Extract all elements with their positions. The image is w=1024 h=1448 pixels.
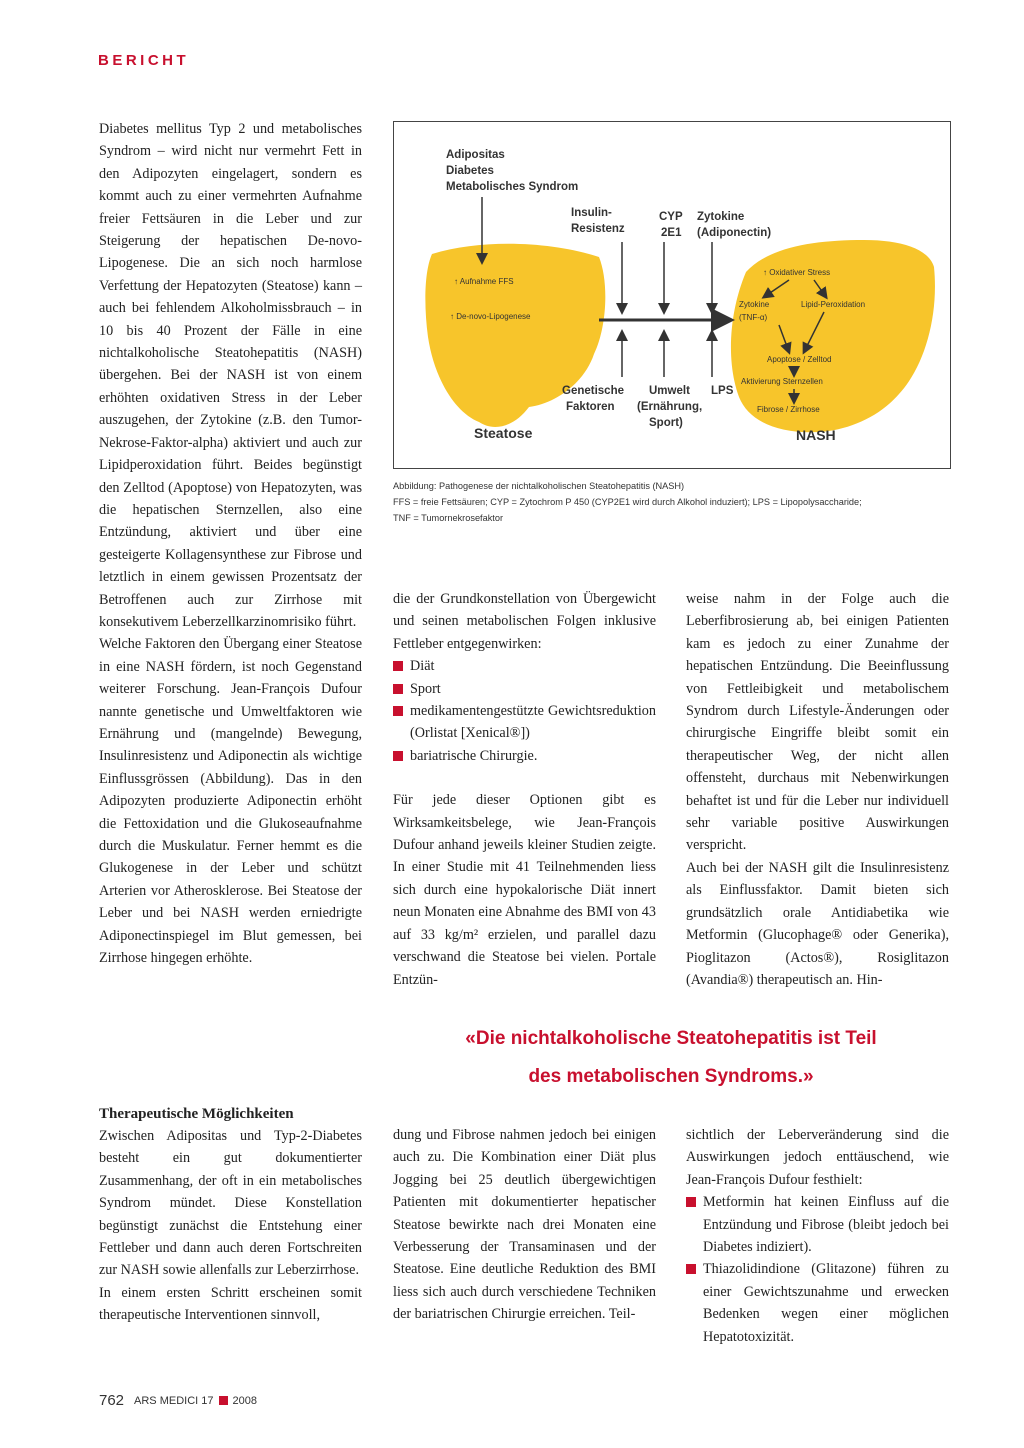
figure-label: Diabetes [446, 165, 494, 177]
column-1-bottom [99, 1103, 362, 1327]
column-3-top [686, 588, 949, 991]
list-item: Sport [393, 678, 656, 700]
column-1-top [99, 118, 362, 969]
figure-label: (TNF-α) [739, 313, 768, 322]
figure-label: Lipid-Peroxidation [801, 300, 866, 309]
figure-label: CYP [659, 211, 683, 223]
column-3-bottom [686, 1124, 949, 1348]
page-number: 762 [99, 1392, 125, 1409]
figure-label: Insulin- [571, 207, 612, 219]
quote-line: «Die nichtalkoholische Steatohepatitis ist Teil [465, 1028, 877, 1049]
paragraph: Welche Faktoren den Übergang einer Steatose in eine NASH fördern, ist noch Gegenstand weiterer Forschung. Jean-François Dufour nannte genetische und Umweltfaktoren wie Ernährung und (mangelnde) Bewegung, Insulinresistenz und Adiponectin als wichtige Einflussgrössen (Abbildung). Das in den Adipozyten produzierte Adiponectin erhöht die Fettoxidation und die Glukoseaufnahme durch die Muskulatur. Ferner hemmt es die Glukogenese in der Leber und schützt Arterien vor Atherosklerose. Bei Steatose der Leber und bei NASH werden erniedrigte Adiponectinspiegel im Blut gemessen, bei Zirrhose hingegen erhöhte. [99, 636, 362, 967]
caption-line: TNF = Tumornekrosefaktor [393, 513, 504, 523]
section-heading: Therapeutische Möglichkeiten [99, 1106, 294, 1122]
paragraph: dung und Fibrose nahmen jedoch bei einigen auch zu. Die Kombination einer Diät plus Jogging bei 25 deutlich übergewichtigen Patienten mit dokumentierter hepatischer Steatose bewirkte nach drei Monaten eine Verbesserung der Transaminasen und der Steatose. Eine deutliche Reduktion des BMI liess sich auch durch verschiedene Techniken der bariatrischen Chirurgie erreichen. Teil- [393, 1127, 656, 1323]
paragraph: Zwischen Adipositas und Typ-2-Diabetes besteht ein gut dokumentierter Zusammenhang, der oft in ein metabolisches Syndrom mündet. Diese Konstellation begünstigt zunächst die Entstehung einer Fettleber und dann auch deren Fortschreiten zur NASH sowie allenfalls zur Leberzirrhose. [99, 1128, 362, 1279]
figure-label: Genetische [562, 385, 624, 397]
figure-label: 2E1 [661, 227, 682, 239]
bullet-square-icon [393, 751, 403, 761]
figure-label: ↑ Oxidativer Stress [763, 268, 831, 277]
paragraph: sichtlich der Leberveränderung sind die Auswirkungen jedoch enttäuschend, wie Jean-François Dufour festhielt: [686, 1127, 949, 1188]
paragraph: weise nahm in der Folge auch die Leberfibrosierung ab, bei einigen Patienten kam es jedoch zu einer Zunahme der hepatischen Entzündung. Die Beeinflussung von Fettleibigkeit und metabolischem Syndrom durch Lifestyle-Änderungen oder chirurgische Eingriffe bleibt somit ein therapeutischer Weg, der nicht allen offensteht, durchaus mit Nebenwirkungen behaftet ist und für die Leber nur individuell sehr variable positive Auswirkungen verspricht. [686, 591, 949, 854]
figure-label: Resistenz [571, 223, 625, 235]
figure-label: ↑ Aufnahme FFS [454, 277, 514, 286]
figure-label: Fibrose / Zirrhose [757, 405, 820, 414]
footer-square-icon [219, 1396, 228, 1405]
figure-label: LPS [711, 385, 734, 397]
column-2-bottom [393, 1124, 656, 1326]
bullet-square-icon [393, 661, 403, 671]
figure-diagram [394, 122, 950, 468]
figure-label: Metabolisches Syndrom [446, 181, 579, 193]
list-item: medikamentengestützte Gewichtsreduktion (Orlistat [Xenical®]) [393, 700, 656, 745]
paragraph: die der Grundkonstellation von Übergewicht und seinen metabolischen Folgen inklusive Fettleber entgegenwirken: [393, 591, 656, 652]
list-item: Metformin hat keinen Einfluss auf die Entzündung und Fibrose (bleibt jedoch bei Diabetes indiziert). [686, 1191, 949, 1258]
figure-label: Zytokine [739, 300, 770, 309]
caption-line: Abbildung: Pathogenese der nichtalkoholischen Steatohepatitis (NASH) [393, 481, 685, 491]
paragraph: Für jede dieser Optionen gibt es Wirksamkeitsbelege, wie Jean-François Dufour anhand jeweils kleiner Studien zeigte. In einer Studie mit 41 Teilnehmenden liess sich durch eine hypokalorische Diät innert neun Monaten eine Abnahme des BMI von 43 auf 33 kg/m² erzielen, und parallel dazu verschwand die Steatose bei vielen. Portale Entzün- [393, 792, 656, 988]
figure-label: Adipositas [446, 149, 505, 161]
steatose-liver-shape [425, 244, 605, 427]
column-2-top [393, 588, 656, 991]
figure-label: ↑ De-novo-Lipogenese [450, 312, 531, 321]
paragraph: In einem ersten Schritt erscheinen somit therapeutische Interventionen sinnvoll, [99, 1284, 362, 1324]
figure-label: Aktivierung Sternzellen [741, 377, 823, 386]
list-item: bariatrische Chirurgie. [393, 745, 656, 767]
journal-name: ARS MEDICI 17 [134, 1394, 214, 1407]
caption-line: FFS = freie Fettsäuren; CYP = Zytochrom P 450 (CYP2E1 wird durch Alkohol induziert); LPS = Lipopolysaccharide; [393, 497, 862, 507]
page-footer [99, 1392, 257, 1409]
figure-label: Faktoren [566, 401, 615, 413]
figure-label: (Ernährung, [637, 401, 703, 413]
figure-label: Umwelt [649, 385, 690, 397]
list-item: Diät [393, 655, 656, 677]
list-item: Thiazolidindione (Glitazone) führen zu einer Gewichtszunahme und erwecken Bedenken wegen einer möglichen Hepatotoxizität. [686, 1258, 949, 1348]
figure-label: Zytokine [697, 211, 745, 223]
figure-label: Apoptose / Zelltod [767, 355, 832, 364]
bullet-square-icon [393, 684, 403, 694]
section-header: BERICHT [98, 52, 190, 69]
figure-label: Sport) [649, 417, 683, 429]
nash-liver-shape [731, 240, 935, 432]
bullet-square-icon [686, 1197, 696, 1207]
paragraph: Auch bei der NASH gilt die Insulinresistenz als Einflussfaktor. Damit bieten sich grundsätzlich orale Antidiabetika wie Metformin (Glucophage® oder Generika), Pioglitazon (Actos®), Rosiglitazon (Avandia®) therapeutisch an. Hin- [686, 859, 949, 988]
quote-line: des metabolischen Syndroms.» [528, 1066, 814, 1087]
journal-year: 2008 [232, 1394, 257, 1407]
figure-label: (Adiponectin) [697, 227, 772, 239]
figure-caption [393, 478, 949, 526]
bullet-square-icon [393, 706, 403, 716]
paragraph: Diabetes mellitus Typ 2 und metabolisches Syndrom – wird nicht nur vermehrt Fett in den Adipozyten eingelagert, sondern es kommt auch zu einer vermehrten Aufnahme freier Fettsäuren in die Leber und zur Steigerung der hepatischen De-novo-Lipogenese. Die an sich noch harmlose Verfettung der Hepatozyten (Steatose) kann – auch bei fehlendem Alkoholmissbrauch – in 10 bis 40 Prozent der Fälle in eine nichtalkoholische Steatohepatitis (NASH) übergehen. Bei der NASH ist von einem erhöhten oxidativen Stress in der Leber auszugehen, der Zytokine (z.B. den Tumor-Nekrose-Faktor-alpha) aktiviert und auch zur Lipidperoxidation führt. Beides begünstigt den Zelltod (Apoptose) von Hepatozyten, was die hepatischen Sternzellen, also eine Entzündung, aktiviert und über eine gesteigerte Kollagensynthese zur Fibrose und letztlich in einem gewissen Prozentsatz der Betroffenen auch zur Zirrhose mit konsekutivem Leberzellkarzinomrisiko führt. [99, 121, 362, 630]
bullet-square-icon [686, 1264, 696, 1274]
nash-label: NASH [796, 427, 836, 443]
pull-quote [393, 1020, 949, 1096]
steatose-label: Steatose [474, 425, 533, 441]
pathogenesis-figure [393, 121, 951, 469]
